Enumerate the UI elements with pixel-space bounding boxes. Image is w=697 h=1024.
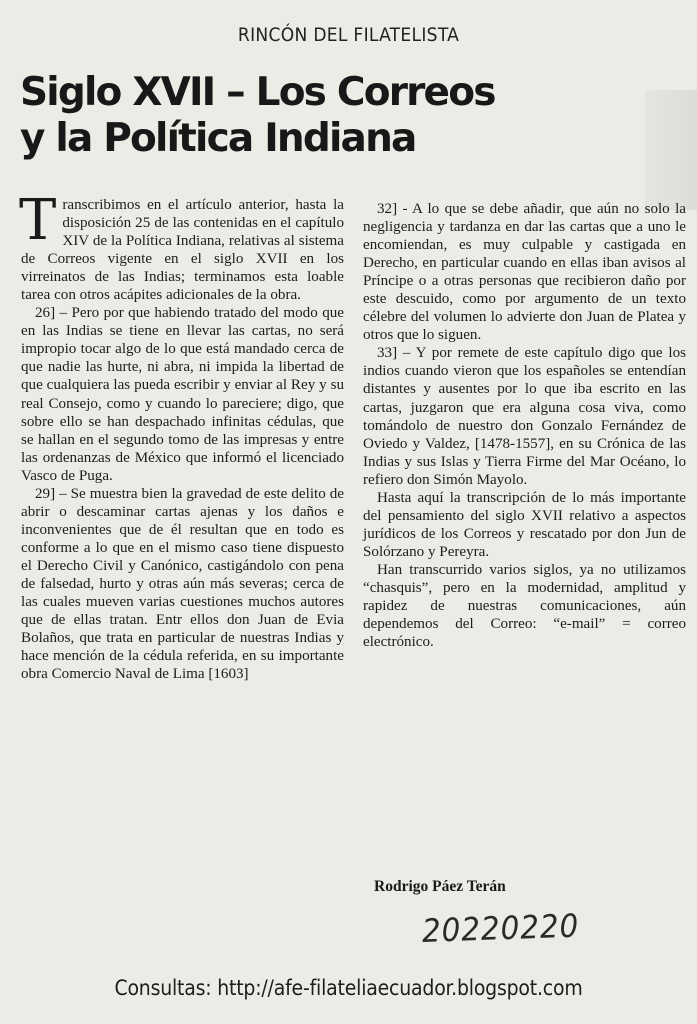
author-byline: Rodrigo Páez Terán xyxy=(374,878,506,895)
headline-line-2: y la Política Indiana xyxy=(20,116,416,161)
section-label: RINCÓN DEL FILATELISTA xyxy=(237,24,460,46)
paragraph-conclusion: Hasta aquí la transcripción de lo más importante del pensamiento del siglo XVII relativo a aspectos jurídicos de los Correos y rescatado por don Jun de Solórzano y Pereyra. xyxy=(363,489,686,560)
headline xyxy=(20,70,640,162)
paragraph-26: 26] – Pero por que habiendo tratado del modo que en las Indias se tiene en llevar las cartas, no será impropio tocar algo de lo que está mandado cerca de que nadie las hurte, ni abra, ni impida la libertad de que cualquiera las pueda escribir y enviar al Rey y su real Consejo, como y cuando lo pareciere; digo, que sobre ello se han despachado infinitas cédulas, que se hallan en el segundo tomo de las impresas y entre las ordenanzas de México que informó el licenciado Vasco de Puga. xyxy=(21,305,344,484)
paragraph-29: 29] – Se muestra bien la gravedad de este delito de abrir o descaminar cartas ajenas y los daños e inconvenientes que de él resultan que en todo es conforme a lo que en el mismo caso tiene dispuesto el Derecho Civil y Canónico, castigándolo con pena de falsedad, hurto y otras aún más severas; cerca de las cuales mueven varias cuestiones muchos autores que de ellas tratan. Entr ellos don Juan de Evia Bolaños, que trata en particular de nuestras Indias y hace mención de la cédula referida, en su importante obra Comercio Naval de Lima [1603] xyxy=(21,485,344,683)
handwritten-date: 20220220 xyxy=(421,906,580,950)
drop-cap: T xyxy=(19,188,57,253)
adjacent-page-bleed xyxy=(645,90,697,210)
paragraph-32: 32] - A lo que se debe añadir, que aún no solo la negligencia y tardanza en dar las cartas que a uno le encomiendan, es muy culpable y castigada en Derecho, en particular cuando en ellas iban avisos al Príncipe o a otras personas que recibieron daño por este descuido, como por argumento de un texto célebre del volumen lo advierte don Juan de Platea y otros que lo siguen. xyxy=(363,201,686,344)
paragraph-modern: Han transcurrido varios siglos, ya no utilizamos “chasquis”, pero en la modernidad, amplitud y rapidez de nuestras comunicaciones, aún dependemos del Correo: “e-mail” = correo electrónico. xyxy=(363,561,686,651)
article-column-right xyxy=(363,200,686,651)
paragraph-33: 33] – Y por remete de este capítulo digo que los indios cuando vieron que los españoles se entendían distantes y ausentes por lo que iba escrito en las cartas, juzgaron que era alguna cosa viva, como tomándolo de nuestro don Gonzalo Fernández de Oviedo y Valdez, [1478-1557], en su Crónica de las Indias y sus Islas y Tierra Firme del Mar Océano, lo refiero don Simón Mayolo. xyxy=(363,345,686,488)
intro-text: ranscribimos en el artículo anterior, hasta la disposición 25 de las contenidas en el capítulo XIV de la Política Indiana, relativas al sistema de Correos vigente en el siglo XVII en los virreinatos de las Indias; terminamos esta loable tarea con otros acápites adicionales de la obra. xyxy=(21,197,344,304)
intro-paragraph xyxy=(19,188,344,304)
footer-consultas: Consultas: http://afe-filateliaecuador.blogspot.com xyxy=(114,976,583,1000)
headline-line-1: Siglo XVII – Los Correos xyxy=(20,70,495,115)
article-column-left xyxy=(19,188,344,683)
